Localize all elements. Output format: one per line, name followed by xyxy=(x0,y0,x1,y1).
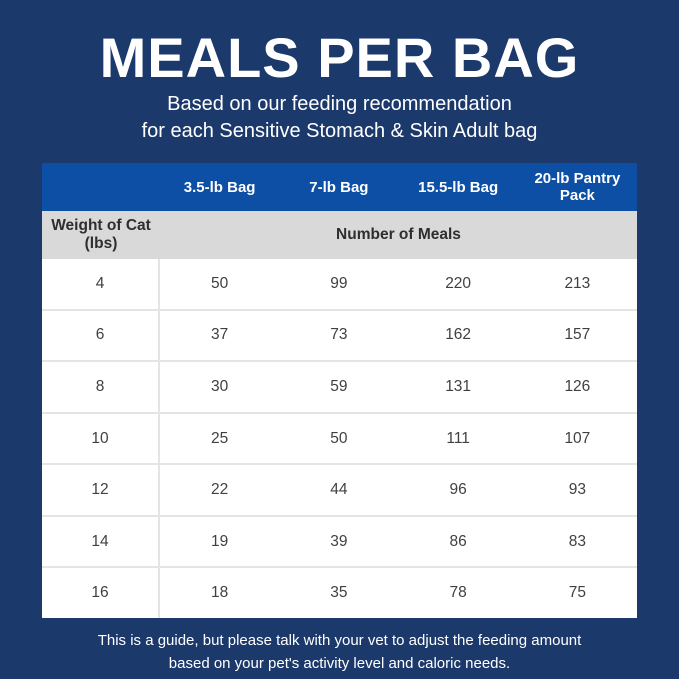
page-title: MEALS PER BAG xyxy=(99,26,580,89)
meals-cell: 162 xyxy=(445,326,472,344)
meals-cell: 39 xyxy=(330,532,348,550)
table-row xyxy=(42,259,637,309)
meals-cell: 35 xyxy=(330,584,348,602)
table-row xyxy=(42,309,637,361)
subheader-number-of-meals: Number of Meals xyxy=(336,226,461,243)
meals-cell: 50 xyxy=(211,274,229,292)
meals-cell: 37 xyxy=(211,326,229,344)
weight-cell: 10 xyxy=(42,414,160,464)
table-row xyxy=(42,463,637,515)
meals-cell: 220 xyxy=(445,274,472,292)
meals-cell: 107 xyxy=(564,429,591,447)
meals-cell: 75 xyxy=(568,584,586,602)
meals-cell: 96 xyxy=(449,481,467,499)
weight-cell: 4 xyxy=(42,259,160,309)
subheader-weight-of-cat: Weight of Cat (lbs) xyxy=(51,217,151,252)
table-subheader-row xyxy=(42,211,637,259)
meals-cell: 126 xyxy=(564,377,591,395)
footnote-line-1: This is a guide, but please talk with your vet to adjust the feeding amount xyxy=(97,632,582,649)
meals-cell: 93 xyxy=(568,481,586,499)
table-row xyxy=(42,412,637,464)
header-cell-bag-15-5lb: 15.5-lb Bag xyxy=(418,178,499,196)
meals-cell: 213 xyxy=(564,274,591,292)
weight-cell: 12 xyxy=(42,465,160,515)
meals-cell: 22 xyxy=(211,481,229,499)
table-body xyxy=(42,259,637,618)
meals-cell: 157 xyxy=(564,326,591,344)
meals-cell: 18 xyxy=(211,584,229,602)
meals-cell: 30 xyxy=(211,377,229,395)
footnote xyxy=(0,629,679,675)
header-cell-pantry-pack-20lb: 20-lb Pantry Pack xyxy=(534,170,621,204)
table-row xyxy=(42,566,637,618)
meals-cell: 83 xyxy=(568,532,586,550)
meals-cell: 73 xyxy=(330,326,348,344)
header-cell-bag-7lb: 7-lb Bag xyxy=(309,178,369,196)
table-row xyxy=(42,360,637,412)
meals-cell: 78 xyxy=(449,584,467,602)
meals-cell: 19 xyxy=(211,532,229,550)
header-cell-empty xyxy=(42,163,160,211)
subtitle-line-2: for each Sensitive Stomach & Skin Adult bag xyxy=(141,120,538,142)
table-header-row xyxy=(42,163,637,211)
header-cell-bag-3-5lb: 3.5-lb Bag xyxy=(183,178,256,196)
meals-cell: 59 xyxy=(330,377,348,395)
subtitle-line-1: Based on our feeding recommendation xyxy=(167,93,512,115)
weight-cell: 14 xyxy=(42,517,160,567)
table-row xyxy=(42,515,637,567)
meals-cell: 99 xyxy=(330,274,348,292)
footnote-line-2: based on your pet's activity level and caloric needs. xyxy=(168,655,511,672)
page-subtitle xyxy=(0,91,679,145)
meals-cell: 25 xyxy=(211,429,229,447)
weight-cell: 6 xyxy=(42,311,160,361)
meals-cell: 86 xyxy=(449,532,467,550)
meals-cell: 50 xyxy=(330,429,348,447)
meals-cell: 131 xyxy=(445,377,472,395)
weight-cell: 16 xyxy=(42,568,160,618)
meals-cell: 44 xyxy=(330,481,348,499)
meals-per-bag-table xyxy=(42,163,637,618)
meals-cell: 111 xyxy=(446,429,470,447)
weight-cell: 8 xyxy=(42,362,160,412)
